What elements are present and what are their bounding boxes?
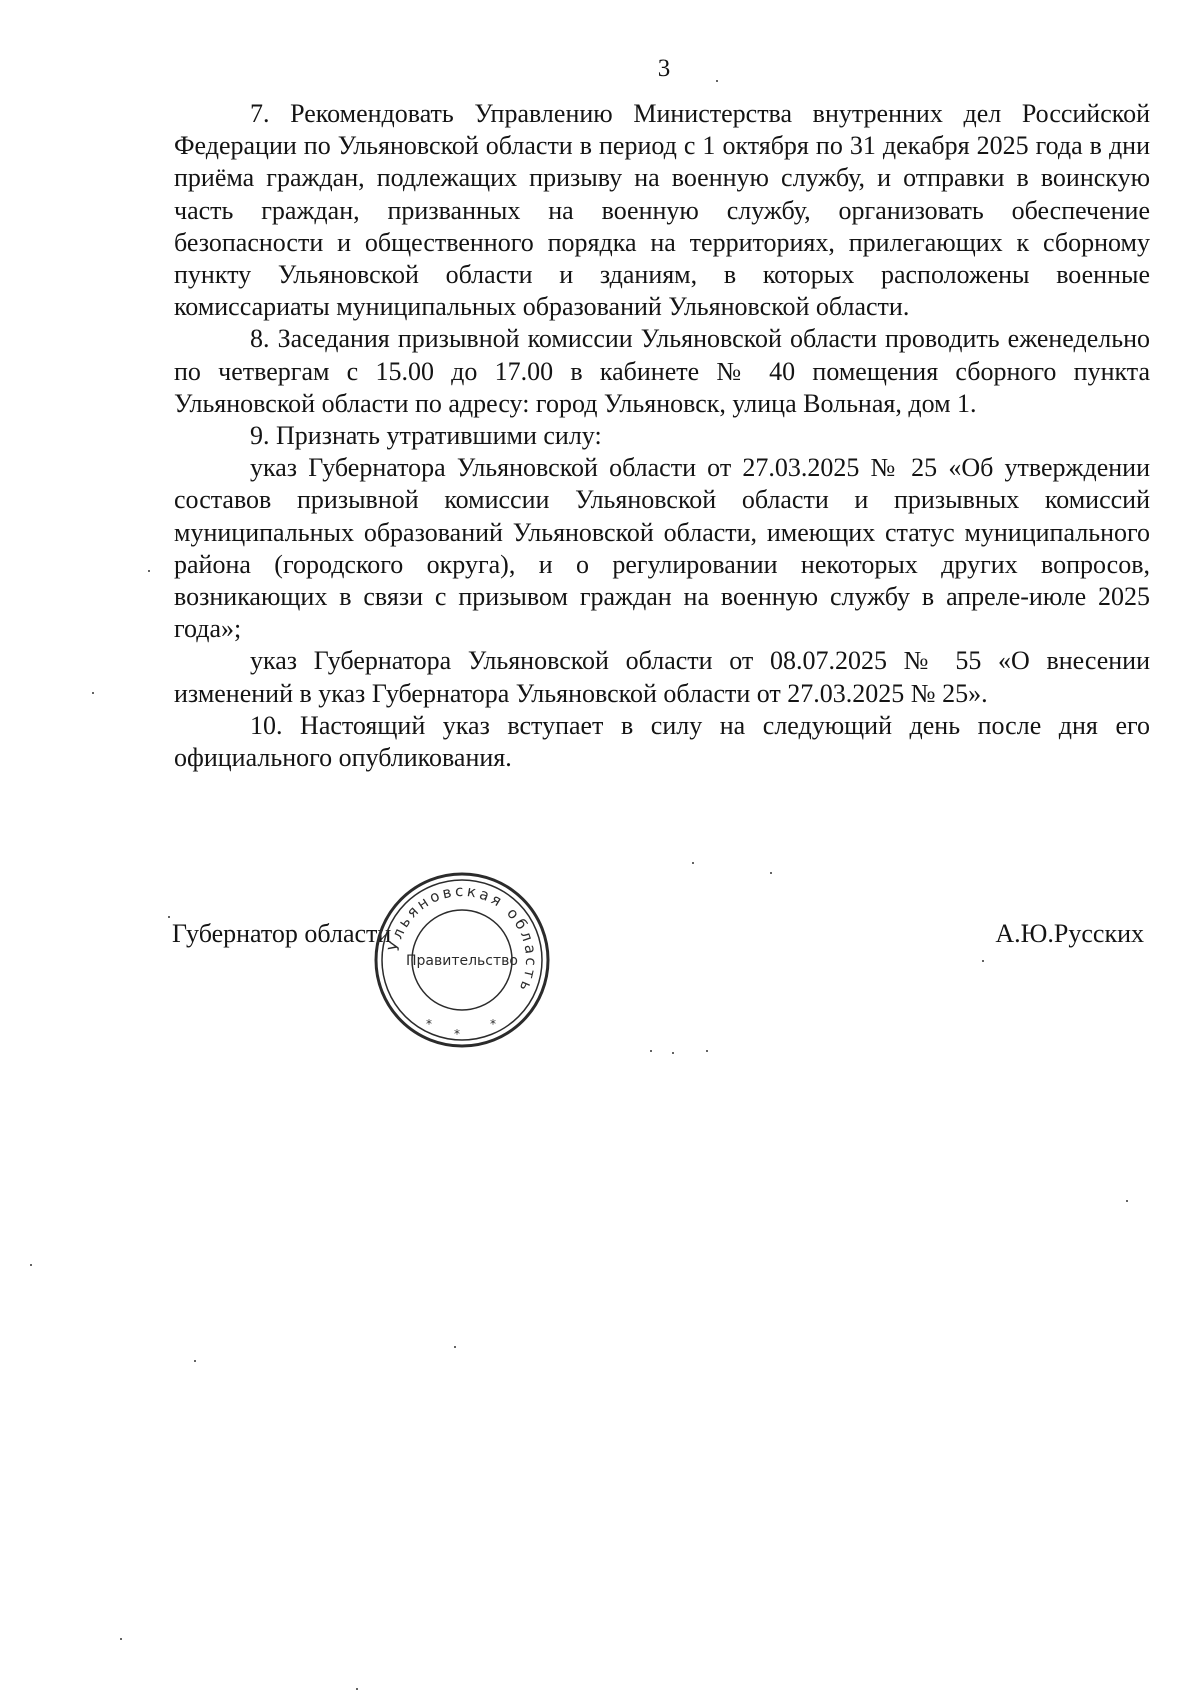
scan-speck xyxy=(706,1050,708,1052)
svg-text:*: * xyxy=(426,1017,432,1031)
scan-speck xyxy=(168,916,170,918)
scan-speck xyxy=(454,1346,456,1348)
scan-speck xyxy=(672,1052,674,1054)
seal-center-text: Правительство xyxy=(406,953,518,969)
svg-text:Ульяновская область xyxy=(385,882,541,997)
official-seal xyxy=(370,868,554,1052)
scan-speck xyxy=(92,692,94,694)
repealed-decree-1: указ Губернатора Ульяновской области от 27.03.2025 № 25 «Об утверждении составов призывной комиссии Ульяновской области и призывных комиссий муниципальных образований Ульяновской области, имеющих статус муниципального района (городского округа), и о регулировании некоторых других вопросов, возникающих в связи с призывом граждан на военную службу в апреле-июле 2025 года»; xyxy=(174,453,1150,644)
seal-outer-text: Ульяновская область xyxy=(384,881,541,997)
paragraph-7: 7. Рекомендовать Управлению Министерства внутренних дел Российской Федерации по Ульяновской области в период с 1 октября по 31 декабря 2025 года в дни приёма граждан, подлежащих призыву на военную службу, и отправки в воинскую часть граждан, призванных на военную службу, организовать обеспечение безопасности и общественного порядка на территориях, прилегающих к сборному пункту Ульяновской области и зданиям, в которых расположены военные комиссариаты муниципальных образований Ульяновской области. xyxy=(174,99,1150,322)
scan-speck xyxy=(650,1050,652,1052)
scan-speck xyxy=(716,80,718,82)
scan-speck xyxy=(1126,1200,1128,1202)
scan-speck xyxy=(120,1638,122,1640)
signatory-name: А.Ю.Русских xyxy=(995,919,1144,948)
scan-speck xyxy=(692,862,694,864)
scan-speck xyxy=(194,1360,196,1362)
svg-text:*: * xyxy=(490,1017,496,1031)
paragraph-8: 8. Заседания призывной комиссии Ульяновской области проводить еженедельно по четвергам с 15.00 до 17.00 в кабинете № 40 помещения сборного пункта Ульяновской области по адресу: город Ульяновск, улица Вольная, дом 1. xyxy=(174,324,1150,418)
scan-speck xyxy=(30,1264,32,1266)
repealed-decree-2: указ Губернатора Ульяновской области от 08.07.2025 № 55 «О внесении изменений в указ Губернатора Ульяновской области от 27.03.2025 № 25». xyxy=(174,646,1150,708)
svg-text:*: * xyxy=(454,1027,460,1041)
scan-speck xyxy=(148,570,150,572)
seal-graphic xyxy=(370,868,554,1052)
scan-speck xyxy=(356,1688,358,1690)
page-number: 3 xyxy=(657,55,671,82)
paragraph-10: 10. Настоящий указ вступает в силу на следующий день после дня его официального опубликования. xyxy=(174,710,1150,773)
scan-speck xyxy=(982,960,984,962)
paragraph-9: 9. Признать утратившими силу: xyxy=(250,421,602,451)
decree-body xyxy=(174,98,1150,774)
scan-speck xyxy=(770,872,772,874)
signatory-title: Губернатор области xyxy=(172,919,392,948)
